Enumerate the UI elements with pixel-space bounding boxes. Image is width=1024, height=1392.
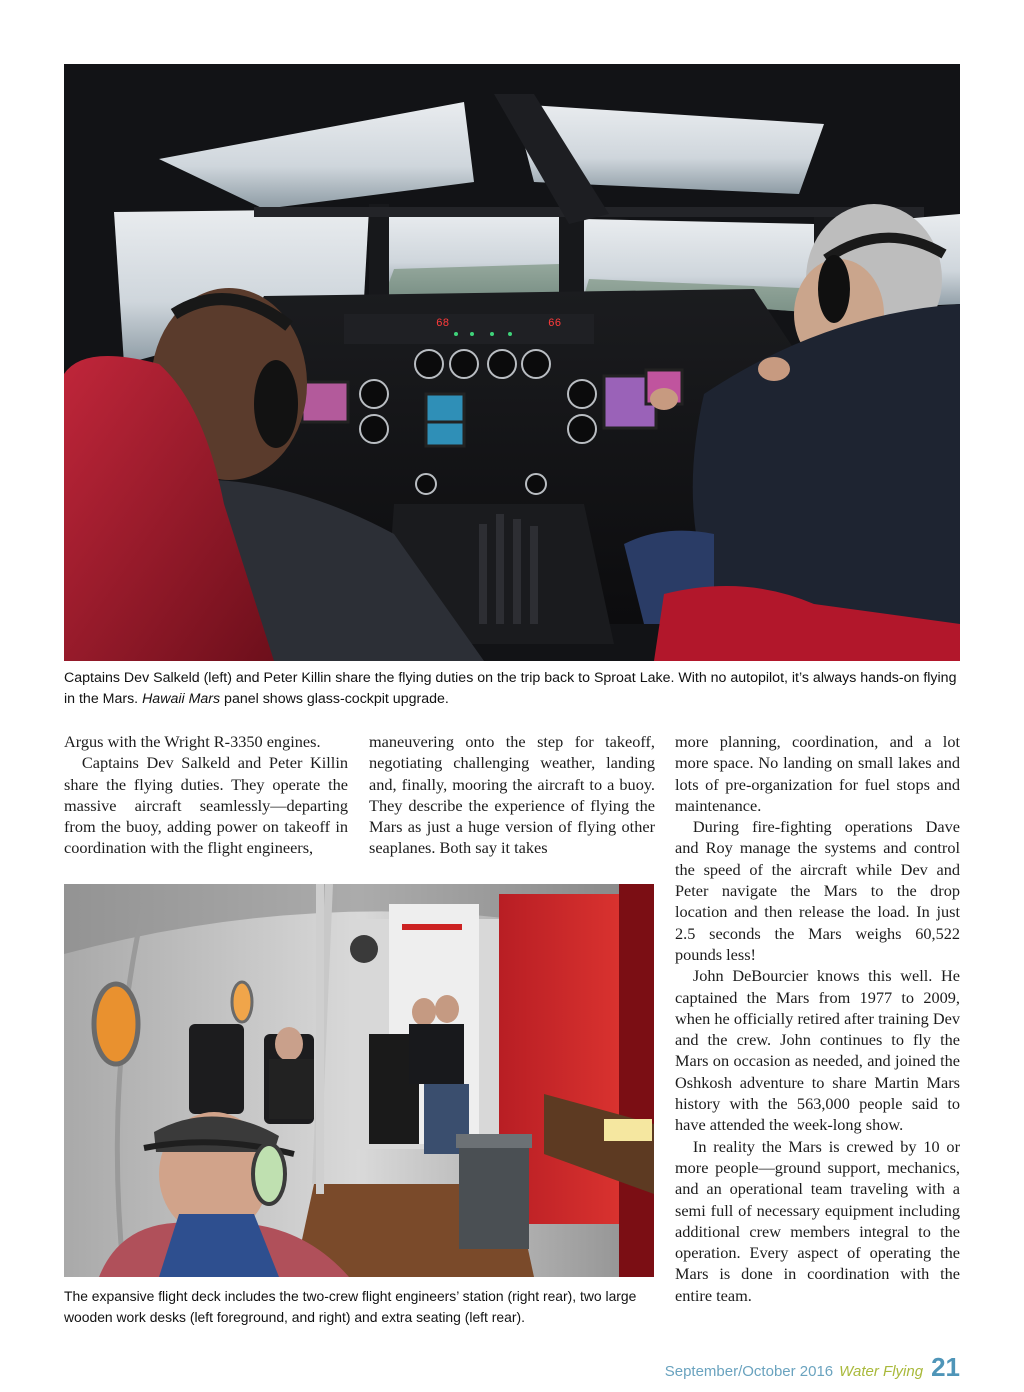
paragraph: In reality the Mars is crewed by 10 or more people—ground support, mechanics, and an operational team traveling with a semi full of necessary equipment including additional crew members integral to the operation. Every aspect of operating the Mars is done in coordination with the entire team.	[675, 1136, 960, 1305]
flight-deck-illustration	[64, 884, 654, 1277]
trash-bin	[459, 1139, 529, 1249]
paragraph: During fire-fighting operations Dave and Roy manage the systems and control the speed of the aircraft while Dev and Peter navigate the Mars to the drop location and then release the load. In just 2.5 seconds the Mars weighs 60,522 pounds less!	[675, 817, 960, 964]
readout-left: 68	[436, 318, 450, 330]
magazine-name: Water Flying	[839, 1363, 924, 1380]
readout-right: 66	[548, 318, 562, 330]
page-number: 21	[931, 1352, 960, 1382]
aircraft-name-italic: Hawaii Mars	[142, 690, 221, 707]
article-column-1	[64, 731, 348, 859]
flight-deck-photo	[64, 884, 654, 1277]
page-folio	[665, 1352, 960, 1382]
flight-deck-photo-caption: The expansive flight deck includes the two-crew flight engineers’ station (right rear), two large wooden work desks (left foreground, and right) and extra seating (left rear).	[64, 1288, 637, 1325]
cockpit-photo	[64, 64, 960, 661]
paragraph: John DeBourcier knows this well. He captained the Mars from 1977 to 2009, when he officially retired after training Dev and the crew. John continues to fly the Mars on occasion as needed, and joined the Oshkosh adventure to share Martin Mars history with the 563,000 people said to have attended the week-long show.	[675, 966, 960, 1135]
paragraph: maneuvering onto the step for takeoff, negotiating challenging weather, landing and, finally, mooring the aircraft to a buoy. They describe the experience of flying the Mars as just a huge version of flying other seaplanes. Both say it takes	[369, 732, 655, 858]
paragraph: Captains Dev Salkeld and Peter Killin share the flying duties. They operate the massive aircraft seamlessly—departing from the buoy, adding power on takeoff in coordination with the flight engineers,	[64, 753, 348, 858]
paragraph: more planning, coordination, and a lot more space. No landing on small lakes and lots of pre-organization for fuel stops and maintenance.	[675, 732, 960, 815]
article-column-2	[369, 731, 655, 859]
paragraph: Argus with the Wright R-3350 engines.	[64, 732, 321, 751]
cockpit-photo-caption: Captains Dev Salkeld (left) and Peter Killin share the flying duties on the trip back to Sproat Lake. With no autopilot, it’s always hands-on flying in the Mars. Hawaii Mars panel shows glass-cockpit upgrade.	[64, 670, 957, 707]
article-column-3	[675, 731, 960, 1306]
porthole-left	[94, 984, 138, 1064]
seat-rear-left	[189, 1024, 244, 1114]
issue-date: September/October 2016	[664, 1363, 834, 1380]
cockpit-illustration	[64, 64, 960, 661]
